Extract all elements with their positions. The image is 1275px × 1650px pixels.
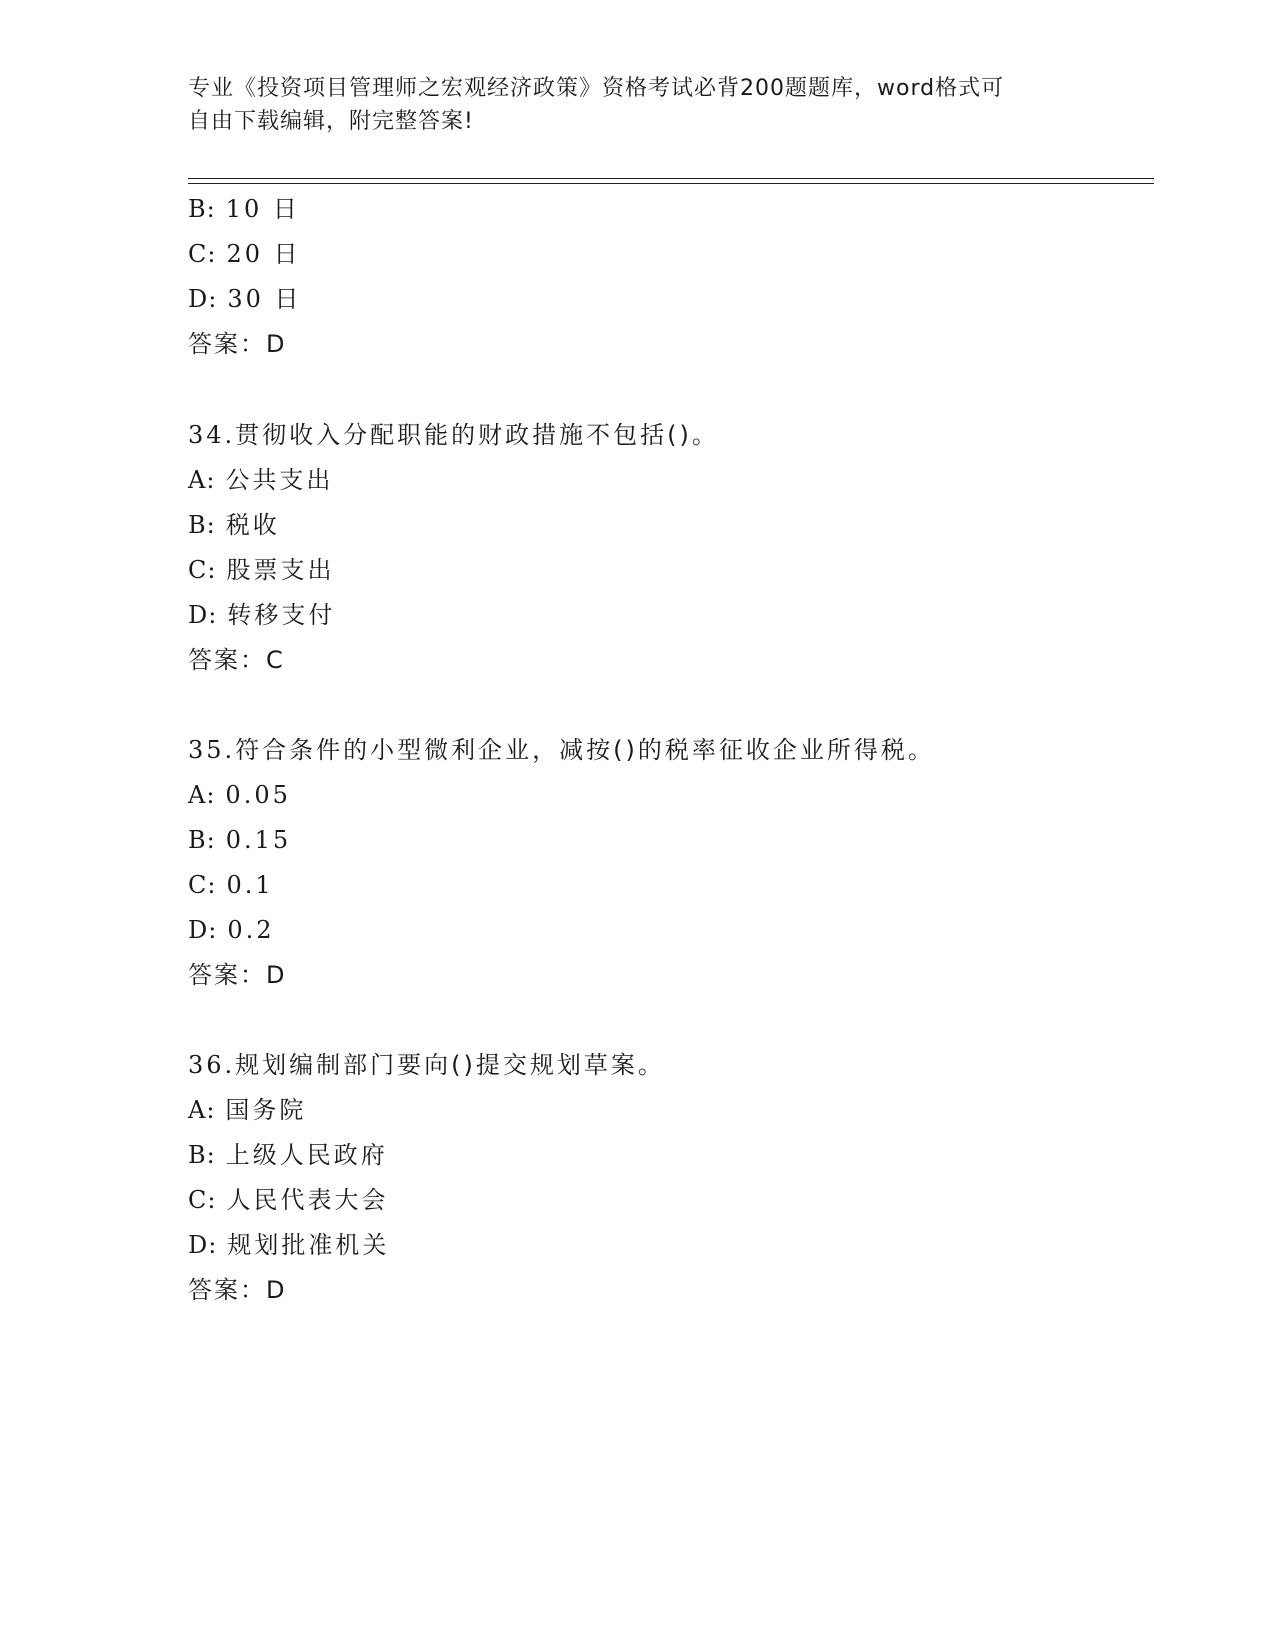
question-number: 36.: [188, 1051, 236, 1079]
option-c: C: 人民代表大会: [188, 1186, 389, 1214]
option-d: D: 30 日: [188, 285, 302, 313]
header-line-1: 专业《投资项目管理师之宏观经济政策》资格考试必背200题题库，word格式可: [188, 76, 1005, 101]
option-b: B: 0.15: [188, 826, 292, 854]
question-text: 符合条件的小型微利企业，减按()的税率征收企业所得税。: [235, 736, 935, 764]
answer-label: 答案：D: [188, 330, 287, 358]
document-header: [188, 72, 1088, 138]
question-text: 贯彻收入分配职能的财政措施不包括()。: [235, 421, 719, 449]
option-b: B: 10 日: [188, 195, 300, 223]
answer-label: 答案：C: [188, 646, 285, 674]
question-34: [188, 420, 719, 450]
option-c: C: 20 日: [188, 240, 301, 268]
option-a: A: 0.05: [188, 781, 291, 809]
question-36: [188, 1050, 665, 1080]
header-line-2: 自由下载编辑，附完整答案!: [188, 109, 474, 134]
header-divider-top: [188, 178, 1154, 179]
option-d: D: 转移支付: [188, 601, 336, 629]
option-c: C: 0.1: [188, 871, 274, 899]
option-b: B: 上级人民政府: [188, 1141, 388, 1169]
option-b: B: 税收: [188, 511, 280, 539]
question-text: 规划编制部门要向()提交规划草案。: [235, 1051, 665, 1079]
option-c: C: 股票支出: [188, 556, 335, 584]
header-divider-bottom: [188, 183, 1154, 184]
option-d: D: 规划批准机关: [188, 1231, 390, 1259]
option-a: A: 国务院: [188, 1096, 307, 1124]
option-d: D: 0.2: [188, 916, 275, 944]
question-number: 35.: [188, 736, 236, 764]
question-number: 34.: [188, 421, 236, 449]
answer-label: 答案：D: [188, 1276, 287, 1304]
question-35: [188, 735, 935, 765]
answer-label: 答案：D: [188, 961, 287, 989]
option-a: A: 公共支出: [188, 466, 334, 494]
